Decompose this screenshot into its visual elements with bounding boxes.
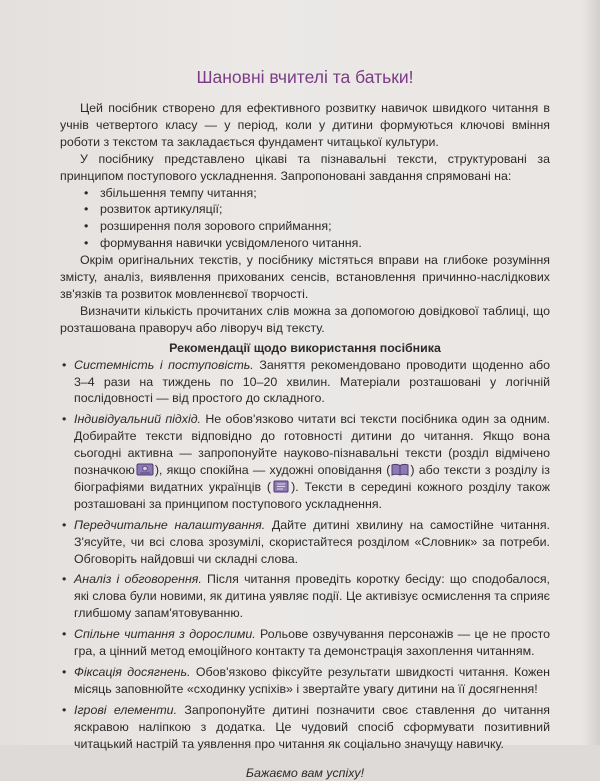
- biography-book-icon: [272, 480, 290, 493]
- recommendation-text: Після читання проведіть коротку бесіду: що сподобалося, які слова були новими, як дитина уявляє події. Це активізує осмислення та сприяє глибшому запам'ятовуванню.: [74, 572, 550, 621]
- goal-item: • збільшення темпу читання;: [60, 185, 550, 202]
- page-title: Шановні вчителі та батьки!: [196, 67, 414, 87]
- recommendation-text: Не обов'язково читати всі тексти посібника один за одним. Добирайте тексти відповідно до готовності дитини до читання. Якщо вона сьогодні активна — запропонуйте науково-пізнавальні тексти (розділ відмічено позначкою: [74, 412, 551, 478]
- recommendation-item: [60, 571, 550, 622]
- goal-item: • формування навички усвідомленого читання.: [60, 235, 550, 252]
- recommendation-term: Передчитальне налаштування.: [74, 517, 266, 532]
- recommendation-term: Аналіз і обговорення.: [74, 572, 202, 587]
- goals-list: [60, 185, 550, 253]
- recommendation-term: Фіксація досягнень.: [74, 665, 191, 679]
- science-book-icon: [136, 463, 154, 476]
- recommendation-text-cont: ), якщо спокійна — художні оповідання (: [154, 463, 391, 478]
- recommendation-term: Системність і поступовість.: [74, 357, 254, 372]
- recommendation-text-cont: ) або тексти з розділу із біографіями видатних українців (: [74, 463, 550, 494]
- recommendation-text: Обов'язково фіксуйте результати швидкості читання. Кожен місяць заповнюйте «сходинку успіхів» і звертайте увагу дитини на її досягнення!: [74, 665, 550, 696]
- intro-paragraph-1: Цей посібник створено для ефективного розвитку навичок швидкого читання в учнів четвертого класу — у період, коли у дитини формуються ключові вміння роботи з текстом та закладається фундамент читацької культури.: [60, 101, 550, 149]
- recommendation-item: [60, 702, 550, 753]
- intro-paragraph-2: У посібнику представлено цікаві та пізнавальні тексти, структуровані за принципом поступового ускладнення. Запропоновані завдання спрямовані на:: [60, 151, 550, 183]
- recommendations-list: [60, 357, 550, 753]
- recommendations-heading: Рекомендації щодо використання посібника: [169, 340, 441, 355]
- recommendation-item: [60, 517, 550, 568]
- recommendation-item: [60, 664, 550, 698]
- recommendation-text: Заняття рекомендовано проводити щоденно або 3–4 рази на тиждень по 10–20 хвилин. Матеріали розташовані у логічній послідовності — від простого до складного.: [74, 357, 550, 406]
- recommendation-item: [60, 626, 550, 660]
- closing-wish: Бажаємо вам успіху!: [245, 765, 365, 780]
- recommendation-term: Ігрові елементи.: [74, 702, 178, 717]
- recommendation-term: Індивідуальний підхід.: [74, 412, 201, 427]
- recommendation-item: [60, 411, 550, 512]
- recommendation-term: Спільне читання з дорослими.: [74, 627, 256, 642]
- recommendation-item: [60, 357, 550, 408]
- fiction-book-icon: [391, 463, 409, 476]
- recommendation-text: Запропонуйте дитині позначити своє ставлення до читання яскравою наліпкою з додатка. Це чудовий спосіб сформувати позитивний читацький настрій та уявлення про читання як соціально значущу навичку.: [74, 702, 551, 751]
- page-edge-shadow: [582, 0, 600, 745]
- recommendation-text: Дайте дитині хвилину на самостійне читання. З'ясуйте, чи всі слова зрозумілі, скористайтеся розділом «Словник» за потреби. Обговоріть найдовші чи складні слова.: [74, 517, 550, 566]
- goal-item: • розширення поля зорового сприймання;: [60, 218, 550, 235]
- paragraph-word-count: Визначити кількість прочитаних слів можна за допомогою довідкової таблиці, що розташована праворуч або ліворуч від тексту.: [60, 303, 550, 335]
- recommendation-text: Рольове озвучування персонажів — це не просто гра, а цінний метод емоційного контакту та демонстрація захоплення читанням.: [74, 627, 550, 659]
- document-body: [60, 66, 550, 781]
- recommendation-text-cont: ). Тексти в середині кожного розділу також розташовані за принципом поступового ускладнення.: [74, 479, 550, 511]
- paragraph-exercises: Окрім оригінальних текстів, у посібнику містяться вправи на глибоке розуміння змісту, аналіз, виявлення прихованих сенсів, встановлення причинно-наслідкових зв'язків та розвиток мовленнєвої творчості.: [60, 253, 550, 301]
- goal-item: • розвиток артикуляції;: [60, 201, 550, 218]
